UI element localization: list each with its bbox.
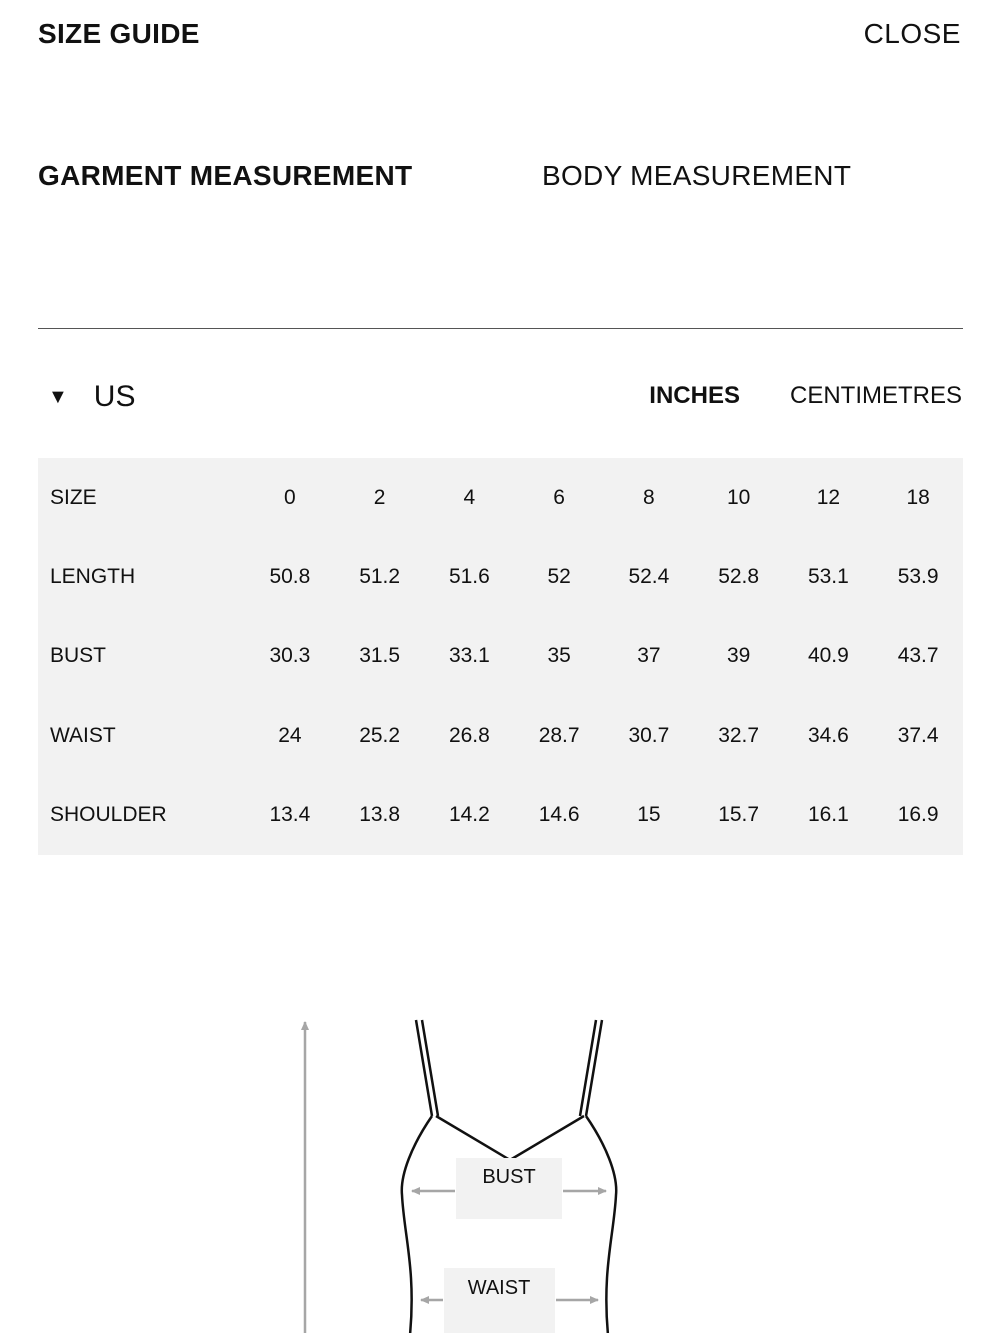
table-cell: 16.9 bbox=[897, 803, 939, 827]
right-strap bbox=[580, 1020, 602, 1116]
table-cell: 13.4 bbox=[269, 803, 311, 827]
table-row bbox=[38, 458, 963, 537]
table-cell: 15 bbox=[637, 803, 661, 827]
row-label: BUST bbox=[50, 644, 107, 668]
garment-diagram bbox=[0, 1000, 1000, 1333]
table-cell: 15.7 bbox=[718, 803, 760, 827]
table-cell: 14.6 bbox=[538, 803, 580, 827]
table-cell: 16.1 bbox=[807, 803, 849, 827]
row-label: WAIST bbox=[50, 723, 116, 747]
table-cell: 39 bbox=[726, 644, 751, 668]
neckline bbox=[436, 1116, 584, 1160]
table-cell: 12 bbox=[816, 485, 841, 509]
row-label: SHOULDER bbox=[50, 803, 167, 827]
table-cell: 53.9 bbox=[897, 565, 939, 589]
table-cell: 32.7 bbox=[718, 723, 760, 747]
table-cell: 10 bbox=[726, 485, 751, 509]
tab-body-measurement[interactable]: BODY MEASUREMENT bbox=[542, 160, 852, 191]
table-cell: 24 bbox=[278, 723, 302, 747]
table-cell: 34.6 bbox=[807, 723, 849, 747]
table-cell: 37 bbox=[637, 644, 661, 668]
table-cell: 0 bbox=[284, 485, 296, 509]
waist-label: WAIST bbox=[467, 1277, 531, 1299]
table-row bbox=[38, 617, 963, 696]
table-cell: 25.2 bbox=[359, 723, 401, 747]
table-cell: 31.5 bbox=[359, 644, 401, 668]
table-cell: 30.7 bbox=[628, 723, 670, 747]
table-cell: 52 bbox=[547, 565, 571, 589]
table-row bbox=[38, 696, 963, 775]
table-cell: 6 bbox=[553, 485, 565, 509]
region-label: US bbox=[93, 380, 136, 413]
table-cell: 43.7 bbox=[897, 644, 939, 668]
table-cell: 8 bbox=[643, 485, 655, 509]
tab-garment-measurement[interactable]: GARMENT MEASUREMENT bbox=[38, 160, 413, 191]
table-cell: 52.8 bbox=[718, 565, 760, 589]
table-cell: 26.8 bbox=[448, 723, 490, 747]
bust-label: BUST bbox=[482, 1166, 536, 1188]
table-cell: 33.1 bbox=[448, 644, 490, 668]
table-cell: 28.7 bbox=[538, 723, 580, 747]
table-cell: 51.6 bbox=[448, 565, 490, 589]
unit-toggle bbox=[649, 382, 962, 410]
table-cell: 14.2 bbox=[448, 803, 490, 827]
unit-centimetres[interactable]: CENTIMETRES bbox=[789, 382, 962, 409]
close-button[interactable]: CLOSE bbox=[863, 18, 961, 49]
table-cell: 37.4 bbox=[897, 723, 939, 747]
table-cell: 18 bbox=[906, 485, 930, 509]
row-label: LENGTH bbox=[50, 565, 136, 589]
left-strap bbox=[416, 1020, 438, 1116]
region-selector[interactable] bbox=[48, 380, 135, 414]
table-cell: 13.8 bbox=[359, 803, 401, 827]
table-cell: 30.3 bbox=[269, 644, 311, 668]
caret-down-icon: ▼ bbox=[48, 386, 68, 408]
table-cell: 4 bbox=[463, 485, 476, 509]
table-cell: 51.2 bbox=[359, 565, 401, 589]
unit-inches[interactable]: INCHES bbox=[649, 382, 740, 409]
table-cell: 2 bbox=[373, 485, 386, 509]
table-cell: 35 bbox=[547, 644, 571, 668]
divider bbox=[38, 328, 963, 329]
page-title: SIZE GUIDE bbox=[38, 18, 200, 49]
table-cell: 53.1 bbox=[807, 565, 849, 589]
row-label: SIZE bbox=[50, 485, 97, 509]
table-row bbox=[38, 537, 963, 616]
table-cell: 52.4 bbox=[628, 565, 670, 589]
table-row bbox=[38, 776, 963, 855]
table-cell: 40.9 bbox=[807, 644, 849, 668]
size-table bbox=[38, 458, 963, 855]
table-cell: 50.8 bbox=[269, 565, 311, 589]
